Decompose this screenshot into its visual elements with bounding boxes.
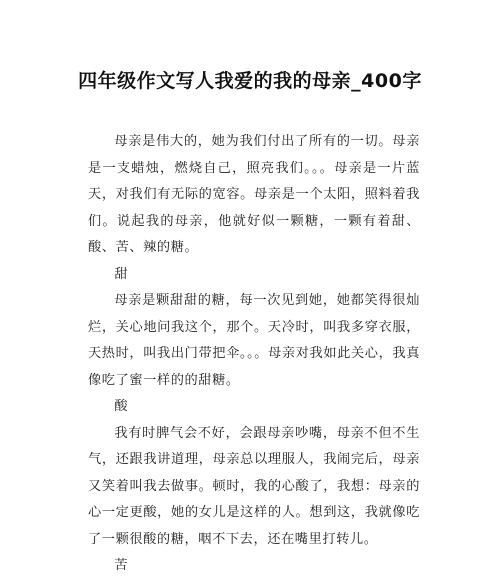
page-title: 四年级作文写人我爱的我的母亲_400字 xyxy=(78,70,422,92)
article-body xyxy=(88,129,420,580)
section-heading-sweet: 甜 xyxy=(114,266,128,282)
intro-paragraph: 母亲是伟大的，她为我们付出了所有的一切。母亲是一支蜡烛，燃烧自己，照亮我们。。。母亲是一片蓝天，对我们有无际的宽容。母亲是一个太阳，照料着我们。说起我的母亲，他就好似一颗糖，一颗有着甜、酸、苦、辣的糖。 xyxy=(88,134,420,255)
section-paragraph-sweet: 母亲是颗甜甜的糖，每一次见到她，她都笑得很灿烂，关心地问我这个，那个。天冷时，叫我多穿衣服，天热时，叫我出门带把伞。。。母亲对我如此关心，我真像吃了蜜一样的的甜糖。 xyxy=(88,293,420,388)
section-paragraph-sour: 我有时脾气会不好，会跟母亲吵嘴，母亲不但不生气，还跟我讲道理，母亲总以理服人，我闹完后，母亲又笑着叫我去做事。顿时，我的心酸了，我想：母亲的心一定更酸，她的女儿是这样的人。想到这，我就像吃了一颗很酸的糖，咽不下去，还在嘴里打转儿。 xyxy=(88,425,420,547)
section-heading-sour: 酸 xyxy=(114,399,128,414)
section-heading-bitter: 苦 xyxy=(114,558,128,573)
